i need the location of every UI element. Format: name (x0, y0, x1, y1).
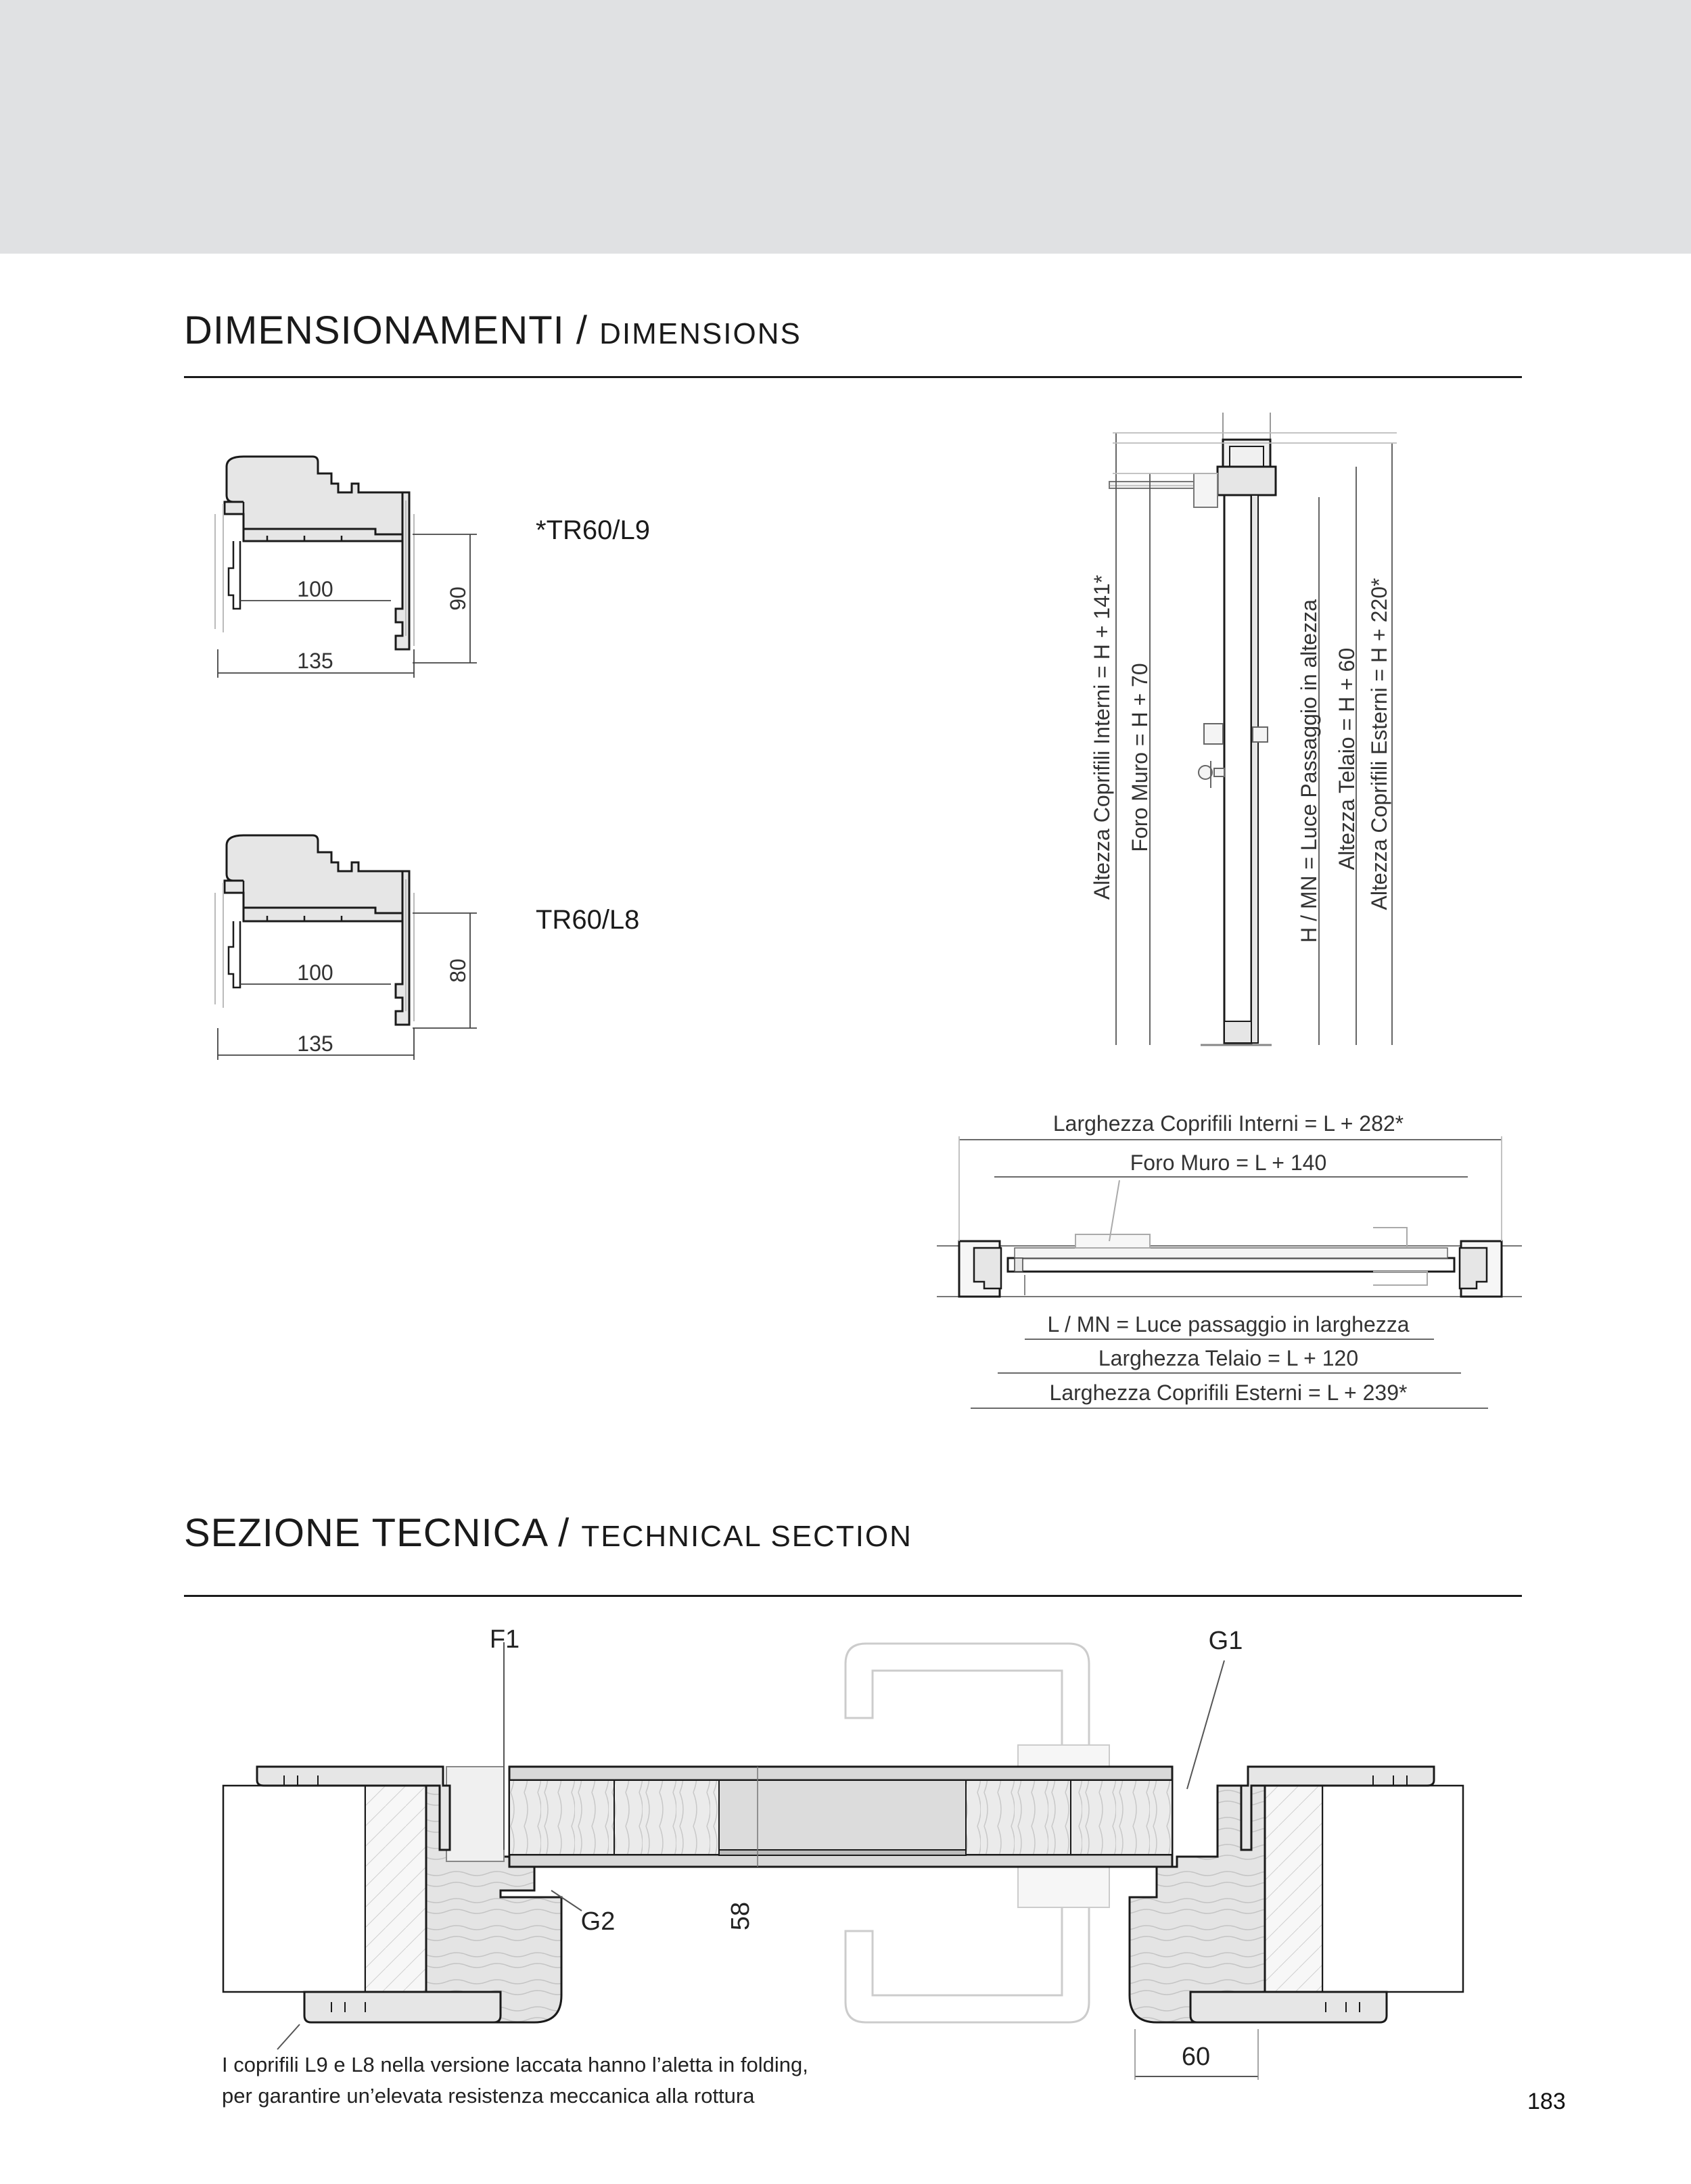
door-plan (937, 1180, 1522, 1297)
caption (222, 2049, 808, 2112)
profile-tr60-l9 (215, 457, 414, 649)
vertical-label-interni: Altezza Coprifili Interni = H + 141* (1090, 574, 1114, 900)
page-number: 183 (1527, 2089, 1566, 2114)
horizontal-label-telaio: Larghezza Telaio = L + 120 (1098, 1346, 1359, 1370)
profile-tr60-l8-dims (218, 913, 477, 1060)
technical-title-sub: TECHNICAL SECTION (581, 1520, 912, 1553)
label-g2: G2 (580, 1907, 616, 1936)
vertical-label-esterni: Altezza Coprifili Esterni = H + 220* (1367, 578, 1391, 910)
label-dim-58: 58 (726, 1901, 755, 1931)
technical-title-main: SEZIONE TECNICA (184, 1511, 547, 1555)
profile2-dim-135: 135 (297, 1031, 333, 1056)
profile1-dim-135: 135 (297, 649, 333, 673)
vertical-label-luce: H / MN = Luce Passaggio in altezza (1297, 599, 1321, 943)
profile2-dim-80: 80 (446, 958, 470, 983)
dimensions-title-separator: / (564, 308, 600, 352)
profile1-name: *TR60/L9 (536, 515, 650, 545)
dimensions-title-sub: DIMENSIONS (599, 317, 802, 350)
horizontal-label-interni: Larghezza Coprifili Interni = L + 282* (1052, 1111, 1404, 1136)
profile-tr60-l9-dims (218, 534, 477, 678)
label-dim-60: 60 (1181, 2043, 1211, 2071)
technical-title-separator: / (547, 1511, 582, 1555)
vertical-label-foro-muro: Foro Muro = H + 70 (1128, 663, 1152, 852)
caption-line-1: I coprifili L9 e L8 nella versione laccata hanno l’aletta in folding, (222, 2053, 808, 2076)
horizontal-label-esterni: Larghezza Coprifili Esterni = L + 239* (1049, 1380, 1408, 1405)
profile1-dim-100: 100 (297, 577, 333, 601)
caption-line-2: per garantire un’elevata resistenza meccanica alla rottura (222, 2084, 755, 2108)
technical-section-drawing (223, 1642, 1463, 2080)
label-f1: F1 (489, 1625, 520, 1654)
profile-tr60-l8 (215, 835, 414, 1025)
dimensions-title-main: DIMENSIONAMENTI (184, 308, 565, 352)
horizontal-label-luce: L / MN = Luce passaggio in larghezza (1047, 1312, 1410, 1337)
profile1-dim-90: 90 (446, 586, 470, 611)
profile2-dim-100: 100 (297, 960, 333, 985)
horizontal-label-foro-muro: Foro Muro = L + 140 (1130, 1151, 1327, 1175)
label-g1: G1 (1208, 1627, 1243, 1655)
vertical-label-telaio: Altezza Telaio = H + 60 (1335, 647, 1359, 870)
profile2-name: TR60/L8 (536, 905, 640, 935)
